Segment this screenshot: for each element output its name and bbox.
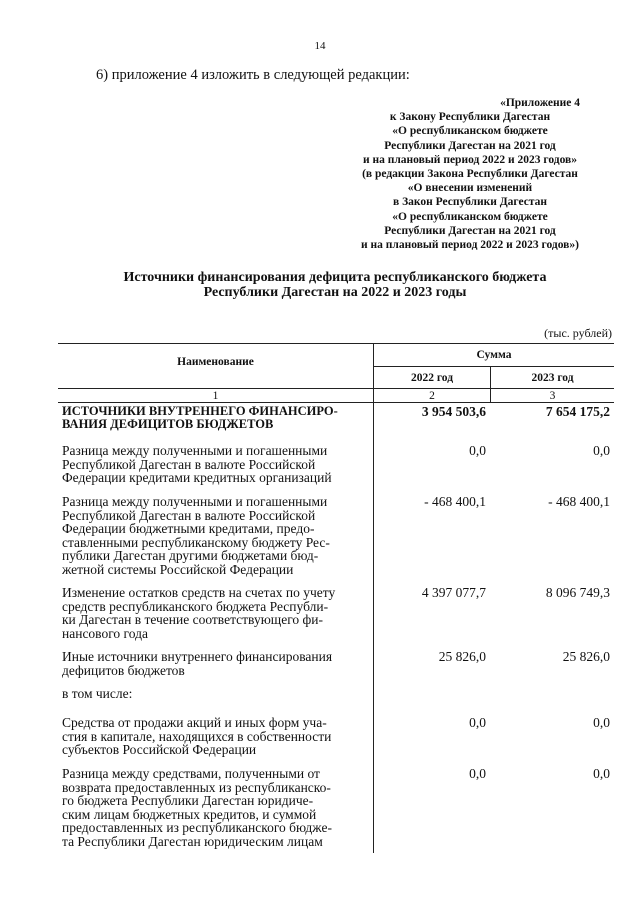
row-name-line: ИСТОЧНИКИ ВНУТРЕННЕГО ФИНАНСИРО- xyxy=(62,404,338,418)
row-name-line: в том числе: xyxy=(62,686,133,701)
colnum-bottom-rule xyxy=(58,402,614,403)
value-2022: 0,0 xyxy=(469,766,486,781)
title-line: Источники финансирования дефицита республиканского бюджета xyxy=(123,270,547,285)
header-bottom-rule xyxy=(58,388,614,389)
row-name-line: жетной системы Российской Федерации xyxy=(62,561,294,577)
value-2023: 8 096 749,3 xyxy=(545,585,610,600)
row-name xyxy=(62,586,367,640)
row-name-line: Разница между полученными и погашенными xyxy=(62,494,328,509)
row-name xyxy=(62,405,367,431)
value-2023: 25 826,0 xyxy=(562,649,610,664)
value-2023: - 468 400,1 xyxy=(548,494,610,509)
row-name-line: публики Дагестан другими бюджетами бюд- xyxy=(62,548,319,563)
row-name-line: Федерации бюджетными кредитами, предо- xyxy=(62,521,315,536)
row-name xyxy=(62,650,367,677)
row-name xyxy=(62,444,367,485)
column-number-2: 2 xyxy=(429,390,435,402)
row-name-line: та Республики Дагестан юридическим лицам xyxy=(62,833,323,849)
intro-text: 6) приложение 4 изложить в следующей редакции: xyxy=(96,67,410,83)
header-sum: Сумма xyxy=(476,349,512,361)
value-2022: 3 954 503,6 xyxy=(421,404,486,419)
row-name-line: предоставленных из республиканского бюдже- xyxy=(62,820,332,835)
value-2023: 0,0 xyxy=(593,715,610,730)
row-name-line: Иные источники внутреннего финансирования xyxy=(62,649,333,664)
row-name-line: Средства от продажи акций и иных форм уча- xyxy=(62,715,327,730)
row-name-line: стия в капитале, находящихся в собственности xyxy=(62,728,332,744)
appendix-line: в Закон Республики Дагестан xyxy=(393,196,547,209)
appendix-line: и на плановый период 2022 и 2023 годов» xyxy=(362,153,578,166)
page-number: 14 xyxy=(314,40,326,52)
appendix-line: Республики Дагестан на 2021 год xyxy=(384,224,556,237)
row-name-line: Республикой Дагестан в валюте Российской xyxy=(62,456,316,472)
row-name-line: ки Дагестан в течение соответствующего фи- xyxy=(62,612,323,627)
value-2023: 0,0 xyxy=(593,766,610,781)
row-name-line: го бюджета Республики Дагестан юридиче- xyxy=(62,793,314,808)
appendix-line: «О внесении изменений xyxy=(407,182,533,195)
value-2022: 0,0 xyxy=(469,715,486,730)
row-name-line: ставленными республиканскому бюджету Рес- xyxy=(62,534,330,550)
appendix-block xyxy=(330,96,610,252)
row-name-line: ВАНИЯ ДЕФИЦИТОВ БЮДЖЕТОВ xyxy=(62,417,274,431)
sum-subheader-rule xyxy=(374,366,614,367)
row-name-line: Разница между полученными и погашенными xyxy=(62,443,328,458)
row-name-line: Разница между средствами, полученными от xyxy=(62,766,320,781)
value-2022: 0,0 xyxy=(469,443,486,458)
column-number-3: 3 xyxy=(549,390,556,402)
row-name-line: дефицитов бюджетов xyxy=(62,662,185,678)
row-name-line: субъектов Российской Федерации xyxy=(62,742,257,757)
row-name xyxy=(62,495,367,576)
row-name-line: Республикой Дагестан в валюте Российской xyxy=(62,507,316,523)
appendix-line: Республики Дагестан на 2021 год xyxy=(384,139,556,152)
units-label: (тыс. рублей) xyxy=(544,326,612,340)
value-2022: 4 397 077,7 xyxy=(421,585,486,600)
row-name-line: средств республиканского бюджета Республи- xyxy=(62,598,329,614)
header-year-2022: 2022 год xyxy=(410,372,454,384)
value-2023: 0,0 xyxy=(593,443,610,458)
row-name xyxy=(62,767,367,848)
table-top-rule xyxy=(58,343,614,344)
appendix-line: «О республиканском бюджете xyxy=(392,125,548,138)
appendix-heading: «Приложение 4 xyxy=(500,97,580,109)
row-name-line: нансового года xyxy=(62,625,148,641)
row-name-line: Федерации кредитами кредитных организаций xyxy=(62,470,332,485)
title-line: Республики Дагестан на 2022 и 2023 годы xyxy=(203,285,467,300)
value-2022: 25 826,0 xyxy=(438,649,486,664)
header-name: Наименование xyxy=(177,356,254,368)
appendix-line: и на плановый период 2022 и 2023 годов») xyxy=(361,239,579,252)
appendix-line: «О республиканском бюджете xyxy=(392,210,548,223)
row-name xyxy=(62,687,367,701)
row-name-line: ским лицам бюджетных кредитов, и суммой xyxy=(62,806,317,822)
value-2023: 7 654 175,2 xyxy=(545,404,610,419)
header-year-2023: 2023 год xyxy=(531,372,574,384)
row-name-line: Изменение остатков средств на счетах по учету xyxy=(62,585,336,600)
appendix-line: к Закону Республики Дагестан xyxy=(389,111,551,124)
row-name-line: возврата предоставленных из республиканско- xyxy=(62,779,331,795)
column-number-1: 1 xyxy=(212,390,219,402)
appendix-line: (в редакции Закона Республики Дагестан xyxy=(362,168,578,181)
row-name xyxy=(62,716,367,757)
value-2022: - 468 400,1 xyxy=(424,494,486,509)
document-title xyxy=(60,270,610,300)
